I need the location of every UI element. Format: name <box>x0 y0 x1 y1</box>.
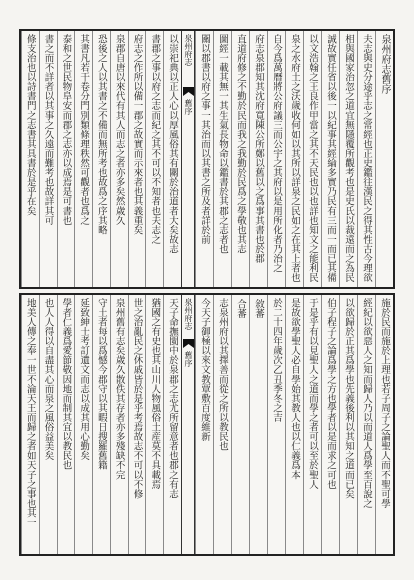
text-column: 恐後之人以其書之不備而無所考也故爲之序其略 <box>92 31 110 287</box>
text-column: 學者仁義爲愛節敬因地而制其宜以教民也 <box>57 295 75 554</box>
text-column: 圖經一載其無一其生氣長物命以鑑書於其郡之志者也 <box>213 31 231 287</box>
center-fold <box>181 31 195 287</box>
text-column: 相與國家治忽之道宜無隱覆所觀考也是史氏以裁遠而之為民 <box>339 31 357 287</box>
text-column: 也人人得以自盡其心而泉之風俗益美矣 <box>39 295 57 554</box>
fold-section-label: 舊序 <box>184 99 193 115</box>
left-half-page <box>21 31 181 287</box>
text-column: 是故欲學聖人必自學始其教人也以仁義爲本 <box>285 295 303 554</box>
text-column: 施於民而施於上理也若子周子之論聖人而不聖可學 <box>375 295 393 554</box>
text-column: 直道府修之不勤於民而我之我勤於民爲之學敬也其志 <box>231 31 249 287</box>
text-column: 以欲歸於正其爲學也先義後利以其知之道而已矣 <box>339 295 357 554</box>
text-column: 伯子程子之論爲學之方也學者以是而求之可也 <box>321 295 339 554</box>
text-column: 誠故實任省以後一以紀事其經綸多實乃民有三而一而已其備 <box>321 31 339 287</box>
text-column: 書之而不詳者以其事之久遠而難考也故詳其可 <box>39 31 57 287</box>
fish-tail-mark <box>183 87 194 96</box>
text-column: 條支治也以詩書門之志書其具書於是乎在矣 <box>21 31 39 287</box>
center-fold <box>181 295 195 554</box>
text-column: 府志泉郡知其沈府寬陳公所鄭以舊以之爲事其書也於郡 <box>249 31 267 287</box>
right-half-page <box>195 295 393 554</box>
text-column: 泰和之世民物阜安而郡之志亦以成焉是可書也 <box>57 31 75 287</box>
signature-column: 合蕃 <box>231 295 249 554</box>
signature-column: 敘蕃 <box>249 295 267 554</box>
top-leaf <box>19 29 395 289</box>
text-column: 天子命撫閩中於泉郡之志尤所留意者也郡之有志 <box>163 295 181 554</box>
fold-book-title: 泉州府志 <box>184 34 193 66</box>
text-column: 泉之水府土之沃歲收何如以其所以詳泉之民如之在其上者也 <box>285 31 303 287</box>
bottom-leaf <box>19 293 395 556</box>
text-column: 自今爲萬曆將公府議三而公宇之其府以是用所化者乃治之 <box>267 31 285 287</box>
text-column: 于是乎有以見聖人之道而學之者可以至於聖人 <box>303 295 321 554</box>
text-column: 志泉州府以其擇善而從之所以教民也 <box>213 295 231 554</box>
preface-title: 泉州府志舊序 <box>375 31 393 287</box>
text-column: 泉郡自唐以來代有其人而志之者亦多矣然歲久 <box>110 31 128 287</box>
text-column: 關以郡書以府之事一其治而以其書之所及者詳於前 <box>195 31 213 287</box>
text-column: 猶國之有史也其山川人物風俗土産莫不具載焉 <box>145 295 163 554</box>
text-column: 守土者每以爲憾今郡守以其暇日搜羅舊籍 <box>92 295 110 554</box>
text-column: 今天子御極以來文教覃敷百度維新 <box>195 295 213 554</box>
text-column: 夫志與史分途乎志之常經也正史鑑往漢民之得其性古今理欲 <box>357 31 375 287</box>
text-column: 世之治亂民之休戚皆於是乎考焉故志不可以不修 <box>128 295 146 554</box>
fold-book-title: 泉州府志 <box>184 298 193 330</box>
text-column: 以崇祀典以正人心以厚風俗其有關於治道者大矣故志 <box>163 31 181 287</box>
date-line: 於二十四年歲次乙丑季冬之吉 <box>267 295 285 554</box>
fish-tail-mark <box>183 339 194 348</box>
text-column: 延致紳士考訂遺文而志以成其用心勤矣 <box>74 295 92 554</box>
text-column: 其書凡若干卷分門別類條理秩然可觀者也爲之 <box>74 31 92 287</box>
text-column: 經紀以欲惡人之知而歸人乃以而道人爲學至百說之 <box>357 295 375 554</box>
text-column: 府志之作所以備一郡之故實而示來者也其義重矣 <box>128 31 146 287</box>
text-column: 書郡之事以府之志而紀之其不可以不知者也夫志之 <box>145 31 163 287</box>
text-column: 以文浩翰之王良作甲當之其不天民也以也詳也知文之能利民 <box>303 31 321 287</box>
fold-section-label: 舊序 <box>184 351 193 367</box>
left-half-page <box>21 295 181 554</box>
text-column: 泉州舊有志矣歲久散佚其存者亦多殘缺不完 <box>110 295 128 554</box>
right-half-page <box>195 31 393 287</box>
text-column: 地美人傳之奉一世不淪天王而歸之者如天子之事也其一 <box>21 295 39 554</box>
